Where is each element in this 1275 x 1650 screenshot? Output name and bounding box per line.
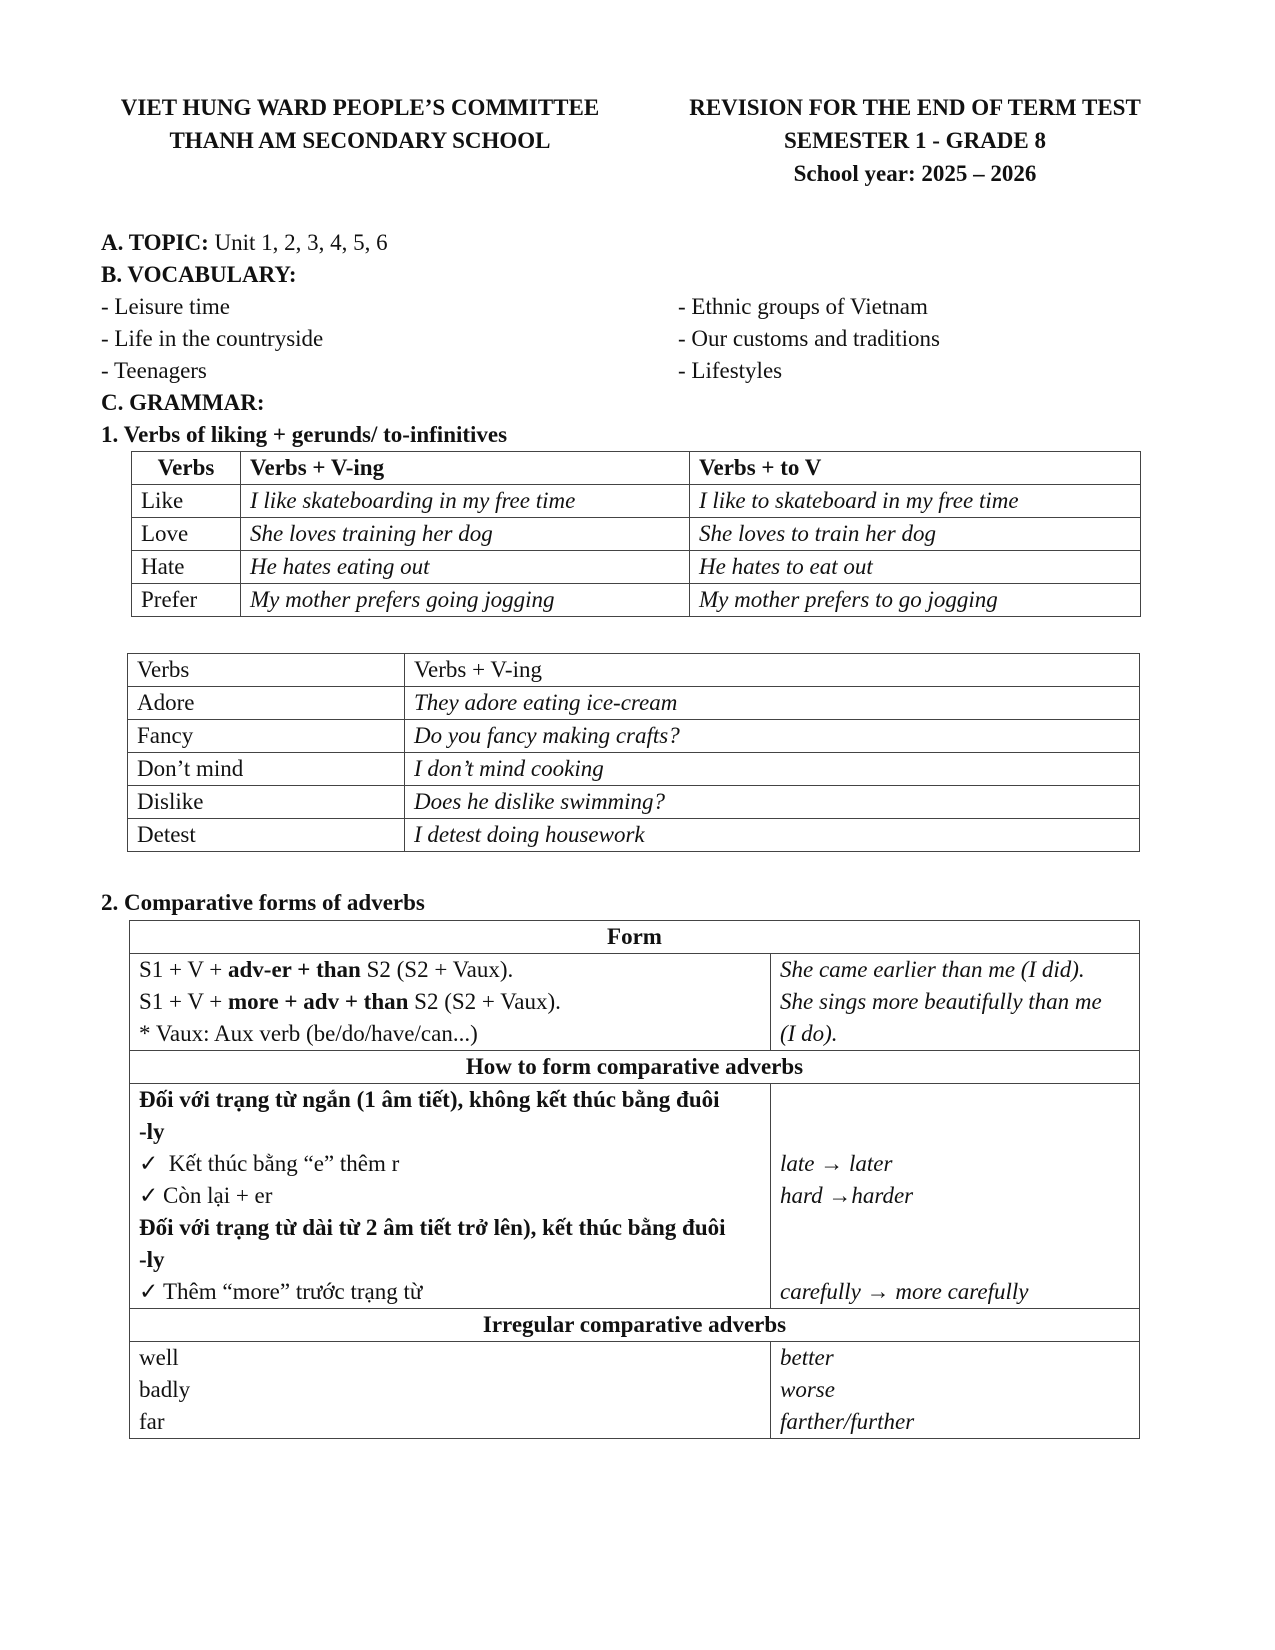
example-cell: I don’t mind cooking: [405, 753, 1140, 786]
example-word: later: [849, 1151, 893, 1176]
form-header-row: [130, 921, 1140, 954]
irregular-comparative: farther/further: [780, 1409, 915, 1434]
form-keyword: more + adv + than: [228, 989, 409, 1014]
check-icon: ✓: [139, 1279, 159, 1304]
form-row: [130, 954, 1140, 1051]
form-note: * Vaux: Aux verb (be/do/have/can...): [139, 1021, 478, 1046]
how-header-row: [130, 1051, 1140, 1084]
check-icon: ✓: [139, 1183, 159, 1208]
verb-cell: Like: [132, 485, 241, 518]
table-header-cell: Verbs: [128, 654, 405, 687]
form-example: She came earlier than me (I did).: [780, 957, 1085, 982]
semester-grade: SEMESTER 1 - GRADE 8: [784, 128, 1046, 153]
example-cell: My mother prefers to go jogging: [690, 584, 1141, 617]
grammar-label: C. GRAMMAR:: [101, 390, 265, 415]
verb-cell: Love: [132, 518, 241, 551]
irregular-comparative-cell: [771, 1342, 1140, 1439]
rule-bullet-text: Kết thúc bằng “e” thêm r: [168, 1151, 400, 1176]
table-row: [132, 518, 1141, 551]
long-adverb-rule: Đối với trạng từ dài từ 2 âm tiết trở lên), kết thúc bằng đuôi: [139, 1215, 726, 1240]
verbs-ving-table: [127, 653, 1140, 852]
school-year: School year: 2025 – 2026: [793, 161, 1037, 186]
topic-line: [101, 227, 388, 258]
table-header-cell: Verbs + V-ing: [405, 654, 1140, 687]
arrow-right-icon: →: [820, 1151, 844, 1176]
form-header: Form: [130, 921, 1140, 954]
form-text: S1 + V +: [139, 989, 229, 1014]
form-line: [139, 986, 761, 1018]
example-word: carefully: [780, 1279, 861, 1304]
example-word: harder: [851, 1183, 914, 1208]
verb-cell: Adore: [128, 687, 405, 720]
verb-cell: Detest: [128, 819, 405, 852]
vocab-item: - Lifestyles: [678, 358, 783, 383]
form-text: S2 (S2 + Vaux).: [408, 989, 561, 1014]
header-left: [95, 91, 625, 157]
example-word: more carefully: [895, 1279, 1029, 1304]
section1-title: 1. Verbs of liking + gerunds/ to-infinitives: [101, 422, 508, 447]
rule-bullet-text: Thêm “more” trước trạng từ: [163, 1279, 423, 1304]
vocab-item: - Teenagers: [101, 358, 207, 383]
example-cell: I detest doing housework: [405, 819, 1140, 852]
table-row: [128, 786, 1140, 819]
example-cell: I like skateboarding in my free time: [241, 485, 690, 518]
comparative-adverbs-table: [129, 920, 1140, 1439]
irregular-base: far: [139, 1409, 165, 1434]
short-adverb-rule: Đối với trạng từ ngắn (1 âm tiết), không kết thúc bằng đuôi: [139, 1087, 720, 1112]
rule-bullet-text: Còn lại + er: [163, 1183, 273, 1208]
table-row: [128, 687, 1140, 720]
topic-label: A. TOPIC:: [101, 230, 209, 255]
arrow-right-icon: →: [866, 1279, 890, 1304]
table-header-cell: Verbs + to V: [690, 452, 1141, 485]
document-title: REVISION FOR THE END OF TERM TEST: [689, 95, 1141, 120]
form-example: She sings more beautifully than me: [780, 989, 1102, 1014]
check-icon: ✓: [139, 1151, 159, 1176]
example-cell: Do you fancy making crafts?: [405, 720, 1140, 753]
verb-cell: Don’t mind: [128, 753, 405, 786]
committee-name: VIET HUNG WARD PEOPLE’S COMMITTEE: [120, 95, 600, 120]
arrow-right-icon: →: [828, 1183, 852, 1208]
section2-title: 2. Comparative forms of adverbs: [101, 890, 425, 915]
how-header: How to form comparative adverbs: [130, 1051, 1140, 1084]
form-example: (I do).: [780, 1021, 838, 1046]
topic-value: Unit 1, 2, 3, 4, 5, 6: [208, 230, 388, 255]
vocabulary-label: B. VOCABULARY:: [101, 262, 297, 287]
table-row: [132, 584, 1141, 617]
example-word: hard: [780, 1183, 823, 1208]
table-row: [128, 720, 1140, 753]
how-examples-cell: [771, 1084, 1140, 1309]
example-hard: [780, 1180, 1130, 1212]
table-header-row: [132, 452, 1141, 485]
example-word: late: [780, 1151, 815, 1176]
school-name: THANH AM SECONDARY SCHOOL: [169, 128, 551, 153]
how-rules-cell: [130, 1084, 771, 1309]
example-cell: My mother prefers going jogging: [241, 584, 690, 617]
vocab-item: - Our customs and traditions: [678, 326, 940, 351]
table-row: [132, 551, 1141, 584]
example-cell: They adore eating ice-cream: [405, 687, 1140, 720]
vocab-item: - Leisure time: [101, 294, 231, 319]
irregular-base-cell: [130, 1342, 771, 1439]
header-right: [655, 91, 1175, 190]
rule-bullet: [139, 1180, 761, 1212]
irregular-row: [130, 1342, 1140, 1439]
example-late: [780, 1148, 1130, 1180]
form-text: S2 (S2 + Vaux).: [360, 957, 514, 982]
verb-cell: Prefer: [132, 584, 241, 617]
irregular-header: Irregular comparative adverbs: [130, 1309, 1140, 1342]
irregular-base: badly: [139, 1377, 191, 1402]
verb-cell: Fancy: [128, 720, 405, 753]
irregular-comparative: better: [780, 1345, 834, 1370]
verbs-of-liking-table: [131, 451, 1141, 617]
rule-bullet: [139, 1148, 761, 1180]
irregular-comparative: worse: [780, 1377, 835, 1402]
vocab-item: - Ethnic groups of Vietnam: [678, 294, 928, 319]
form-rules-cell: [130, 954, 771, 1051]
vocab-item: - Life in the countryside: [101, 326, 324, 351]
table-header-row: [128, 654, 1140, 687]
irregular-header-row: [130, 1309, 1140, 1342]
form-line: [139, 954, 761, 986]
example-cell: She loves training her dog: [241, 518, 690, 551]
form-text: S1 + V +: [139, 957, 229, 982]
short-adverb-rule-cont: -ly: [139, 1119, 165, 1144]
verb-cell: Hate: [132, 551, 241, 584]
example-cell: I like to skateboard in my free time: [690, 485, 1141, 518]
table-row: [132, 485, 1141, 518]
form-keyword: adv-er + than: [228, 957, 361, 982]
table-row: [128, 753, 1140, 786]
table-header-cell: Verbs + V-ing: [241, 452, 690, 485]
example-cell: He hates to eat out: [690, 551, 1141, 584]
form-examples-cell: [771, 954, 1140, 1051]
table-header-cell: Verbs: [132, 452, 241, 485]
example-carefully: [780, 1276, 1130, 1308]
irregular-base: well: [139, 1345, 179, 1370]
how-row: [130, 1084, 1140, 1309]
example-cell: She loves to train her dog: [690, 518, 1141, 551]
long-adverb-rule-cont: -ly: [139, 1247, 165, 1272]
example-cell: He hates eating out: [241, 551, 690, 584]
verb-cell: Dislike: [128, 786, 405, 819]
rule-bullet: [139, 1276, 761, 1308]
table-row: [128, 819, 1140, 852]
example-cell: Does he dislike swimming?: [405, 786, 1140, 819]
